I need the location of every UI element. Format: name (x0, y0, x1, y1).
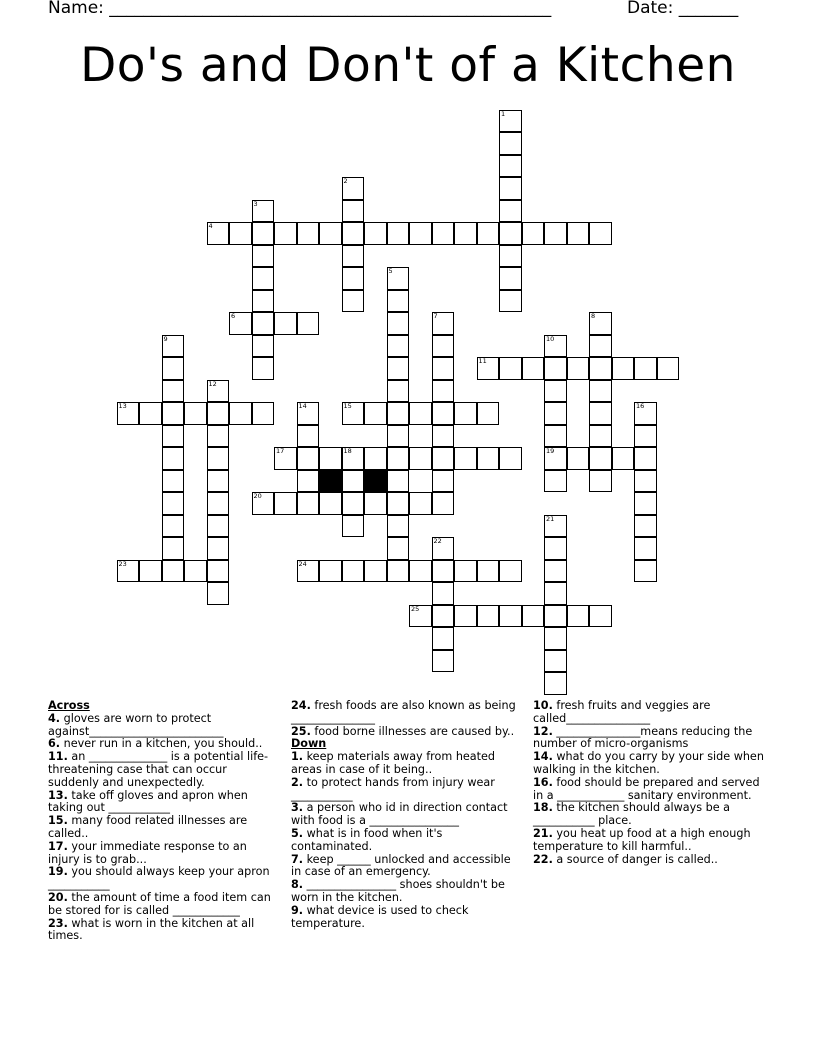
grid-cell[interactable] (432, 402, 455, 425)
clue-number: 25 (411, 604, 420, 613)
clue-number: 5. (291, 826, 304, 840)
clue (291, 700, 523, 726)
grid-cell[interactable] (634, 470, 657, 493)
clue-text: an ______________ is a potential life-threatening case that can occur suddenly and unexpectedly. (48, 750, 269, 789)
grid-cell[interactable] (499, 110, 522, 133)
grid-cell[interactable] (499, 132, 522, 155)
clue (291, 751, 523, 777)
clue (291, 828, 523, 854)
grid-cell[interactable] (499, 605, 522, 628)
grid-cell[interactable] (387, 335, 410, 358)
clue-text: food should be prepared and served in a ____________ sanitary environment. (533, 775, 760, 802)
clue-number: 17 (276, 447, 285, 455)
clue (533, 828, 768, 854)
grid-cell[interactable] (589, 357, 612, 380)
clue (48, 751, 280, 789)
grid-cell[interactable] (297, 222, 320, 245)
clue (533, 751, 768, 777)
grid-cell[interactable] (657, 357, 680, 380)
clue-number: 25. (291, 724, 311, 738)
grid-cell[interactable] (342, 290, 365, 313)
clue-text: keep ______ unlocked and accessible in case of an emergency. (291, 852, 511, 879)
clue-text: to protect hands from injury wear ___________ (291, 775, 495, 802)
grid-cell[interactable] (207, 492, 230, 515)
grid-cell[interactable] (297, 425, 320, 448)
clue-number: 3 (253, 199, 258, 208)
grid-cell[interactable] (252, 402, 275, 425)
page-title: Do's and Don't of a Kitchen (80, 38, 736, 93)
grid-cell[interactable] (274, 312, 297, 335)
grid-cell[interactable] (454, 605, 477, 628)
grid-cell[interactable] (432, 380, 455, 403)
grid-cell[interactable] (432, 560, 455, 583)
clue (533, 700, 768, 726)
grid-cell[interactable] (162, 357, 185, 380)
grid-cell[interactable] (342, 402, 365, 425)
grid-cell[interactable] (432, 627, 455, 650)
grid-cell[interactable] (162, 447, 185, 470)
grid-cell[interactable] (162, 402, 185, 425)
clue-number: 23 (118, 559, 127, 568)
name-field[interactable]: Name: ____________________________________________________ (48, 0, 552, 18)
grid-cell[interactable] (634, 447, 657, 470)
grid-cell[interactable] (544, 425, 567, 448)
grid-cell[interactable] (477, 357, 500, 380)
clue-number: 21. (533, 826, 553, 840)
clue-number: 17. (48, 839, 68, 853)
grid-cell[interactable] (409, 402, 432, 425)
grid-cell[interactable] (634, 425, 657, 448)
clue (291, 879, 523, 905)
clue-number: 6 (231, 312, 236, 320)
grid-cell[interactable] (184, 560, 207, 583)
clue-number: 24 (298, 559, 307, 568)
grid-cell[interactable] (634, 537, 657, 560)
clue-text: your immediate response to an injury is to grab... (48, 839, 247, 866)
grid-cell[interactable] (544, 650, 567, 673)
grid-cell[interactable] (454, 222, 477, 245)
clue-number: 9. (291, 903, 304, 917)
grid-cell[interactable] (544, 447, 567, 470)
clue-text: the amount of time a food item can be stored for is called ____________ (48, 890, 271, 917)
grid-cell[interactable] (387, 492, 410, 515)
grid-cell[interactable] (207, 402, 230, 425)
grid-cell[interactable] (477, 560, 500, 583)
grid-cell[interactable] (387, 357, 410, 380)
clue-number: 15. (48, 814, 68, 828)
grid-cell[interactable] (387, 402, 410, 425)
grid-cell[interactable] (364, 560, 387, 583)
grid-cell[interactable] (252, 357, 275, 380)
clue-text: you heat up food at a high enough temperature to kill harmful.. (533, 826, 751, 853)
clue-text: what is worn in the kitchen at all times. (48, 916, 255, 943)
clue-number: 22. (533, 852, 553, 866)
clue (291, 854, 523, 880)
clue (48, 713, 280, 739)
grid-cell[interactable] (499, 267, 522, 290)
grid-cell[interactable] (589, 425, 612, 448)
clue-number: 6. (48, 737, 61, 751)
clue-text: a source of danger is called.. (552, 852, 718, 866)
clue-number: 9 (163, 334, 168, 343)
down-heading: Down (291, 737, 327, 751)
clue-text: fresh fruits and veggies are called_______________ (533, 699, 711, 725)
grid-cell[interactable] (342, 515, 365, 538)
clue-number: 14 (298, 402, 307, 410)
clue-number: 21 (546, 514, 555, 523)
clue-number: 7 (433, 312, 438, 320)
across-heading: Across (48, 699, 90, 712)
grid-cell[interactable] (207, 560, 230, 583)
grid-cell[interactable] (499, 200, 522, 223)
grid-cell[interactable] (207, 447, 230, 470)
grid-cell[interactable] (544, 605, 567, 628)
grid-cell[interactable] (567, 222, 590, 245)
grid-cell[interactable] (319, 222, 342, 245)
clue-number: 13 (118, 402, 127, 410)
grid-cell[interactable] (589, 312, 612, 335)
clue (48, 918, 280, 944)
grid-cell[interactable] (252, 200, 275, 223)
grid-cell[interactable] (544, 380, 567, 403)
grid-cell[interactable] (432, 492, 455, 515)
grid-cell[interactable] (387, 470, 410, 493)
grid-cell[interactable] (589, 447, 612, 470)
grid-cell[interactable] (432, 425, 455, 448)
grid-cell[interactable] (252, 245, 275, 268)
grid-cell[interactable] (319, 492, 342, 515)
grid-cell[interactable] (252, 335, 275, 358)
grid-cell[interactable] (499, 447, 522, 470)
clue (291, 777, 523, 803)
clue-text: food borne illnesses are caused by.. (310, 724, 515, 738)
grid-cell[interactable] (207, 222, 230, 245)
grid-cell[interactable] (499, 222, 522, 245)
grid-cell[interactable] (589, 402, 612, 425)
grid-cell[interactable] (387, 222, 410, 245)
grid-cell[interactable] (612, 357, 635, 380)
grid-cell[interactable] (342, 222, 365, 245)
date-field[interactable]: Date: _______ (627, 0, 739, 18)
grid-cell[interactable] (544, 222, 567, 245)
black-square (364, 470, 387, 493)
grid-cell[interactable] (499, 155, 522, 178)
grid-cell[interactable] (342, 470, 365, 493)
grid-cell[interactable] (499, 177, 522, 200)
grid-cell[interactable] (229, 222, 252, 245)
clue-text: ________________ shoes shouldn't be worn in the kitchen. (291, 878, 505, 904)
grid-cell[interactable] (364, 447, 387, 470)
clue-number: 16 (636, 402, 645, 410)
clue-number: 3. (291, 801, 304, 815)
grid-cell[interactable] (544, 515, 567, 538)
grid-cell[interactable] (342, 492, 365, 515)
grid-cell[interactable] (387, 447, 410, 470)
grid-cell[interactable] (477, 605, 500, 628)
grid-cell[interactable] (342, 447, 365, 470)
grid-cell[interactable] (252, 222, 275, 245)
grid-cell[interactable] (432, 650, 455, 673)
clue (48, 815, 280, 841)
clue-number: 5 (388, 267, 393, 275)
grid-cell[interactable] (432, 335, 455, 358)
grid-cell[interactable] (364, 222, 387, 245)
clue-number: 1 (501, 109, 506, 118)
grid-cell[interactable] (432, 357, 455, 380)
clue-number: 23. (48, 916, 68, 930)
clue-text: what do you carry by your side when walking in the kitchen. (533, 750, 764, 776)
clue-text: what device is used to check temperature. (291, 903, 469, 930)
grid-cell[interactable] (342, 560, 365, 583)
grid-cell[interactable] (252, 492, 275, 515)
clue-number: 2. (291, 775, 304, 789)
grid-cell[interactable] (387, 290, 410, 313)
grid-cell[interactable] (589, 470, 612, 493)
clue-text: a person who id in direction contact with food is a ________________ (291, 801, 508, 828)
grid-cell[interactable] (252, 267, 275, 290)
grid-cell[interactable] (612, 447, 635, 470)
clue-number: 16. (533, 775, 553, 789)
grid-cell[interactable] (409, 222, 432, 245)
clue (48, 841, 280, 867)
grid-cell[interactable] (567, 447, 590, 470)
grid-cell[interactable] (499, 290, 522, 313)
clues-column-2 (291, 700, 523, 930)
grid-cell[interactable] (387, 312, 410, 335)
grid-cell[interactable] (162, 492, 185, 515)
clue-number: 8 (591, 312, 596, 320)
clue-number: 19. (48, 865, 68, 879)
grid-cell[interactable] (184, 402, 207, 425)
grid-cell[interactable] (567, 605, 590, 628)
grid-cell[interactable] (342, 200, 365, 223)
grid-cell[interactable] (409, 492, 432, 515)
grid-cell[interactable] (274, 222, 297, 245)
grid-cell[interactable] (589, 380, 612, 403)
grid-cell[interactable] (477, 222, 500, 245)
grid-cell[interactable] (139, 560, 162, 583)
grid-cell[interactable] (207, 470, 230, 493)
clue-text: keep materials away from heated areas in case of it being.. (291, 750, 496, 776)
clue-number: 4 (208, 222, 213, 230)
clue-text: fresh foods are also known as being _______________ (291, 699, 516, 725)
grid-cell[interactable] (387, 425, 410, 448)
grid-cell[interactable] (139, 402, 162, 425)
grid-cell[interactable] (117, 560, 140, 583)
grid-cell[interactable] (634, 560, 657, 583)
clue-number: 15 (343, 402, 352, 410)
clue (48, 866, 280, 892)
clue-text: what is in food when it's contaminated. (291, 826, 443, 853)
grid-cell[interactable] (522, 605, 545, 628)
grid-cell[interactable] (162, 425, 185, 448)
clue-number: 11. (48, 750, 68, 764)
grid-cell[interactable] (589, 605, 612, 628)
grid-cell[interactable] (634, 357, 657, 380)
grid-cell[interactable] (409, 447, 432, 470)
clue-text: never run in a kitchen, you should.. (60, 737, 263, 751)
grid-cell[interactable] (409, 605, 432, 628)
grid-cell[interactable] (477, 447, 500, 470)
clue-number: 2 (343, 177, 348, 185)
grid-cell[interactable] (207, 425, 230, 448)
grid-cell[interactable] (387, 515, 410, 538)
grid-cell[interactable] (454, 402, 477, 425)
grid-cell[interactable] (499, 357, 522, 380)
grid-cell[interactable] (162, 380, 185, 403)
clue-number: 20 (253, 492, 262, 500)
grid-cell[interactable] (432, 537, 455, 560)
grid-cell[interactable] (634, 402, 657, 425)
grid-cell[interactable] (432, 447, 455, 470)
grid-cell[interactable] (544, 402, 567, 425)
clue-number: 1. (291, 750, 304, 764)
grid-cell[interactable] (252, 312, 275, 335)
clue (533, 726, 768, 752)
grid-cell[interactable] (589, 222, 612, 245)
grid-cell[interactable] (207, 537, 230, 560)
grid-cell[interactable] (432, 605, 455, 628)
grid-cell[interactable] (364, 402, 387, 425)
grid-cell[interactable] (589, 335, 612, 358)
clue-text: many food related illnesses are called.. (48, 814, 248, 840)
grid-cell[interactable] (162, 515, 185, 538)
grid-cell[interactable] (319, 560, 342, 583)
clue-number: 18. (533, 801, 553, 815)
grid-cell[interactable] (342, 267, 365, 290)
clue-text: _______________means reducing the number of micro-organisms (533, 724, 753, 751)
grid-cell[interactable] (297, 470, 320, 493)
grid-cell[interactable] (229, 402, 252, 425)
grid-cell[interactable] (454, 447, 477, 470)
clue (291, 905, 523, 931)
grid-cell[interactable] (544, 672, 567, 695)
clue-text: you should always keep your apron ___________ (48, 865, 270, 892)
grid-cell[interactable] (522, 222, 545, 245)
grid-cell[interactable] (454, 560, 477, 583)
grid-cell[interactable] (319, 447, 342, 470)
grid-cell[interactable] (162, 470, 185, 493)
clue-number: 20. (48, 890, 68, 904)
grid-cell[interactable] (544, 627, 567, 650)
grid-cell[interactable] (387, 267, 410, 290)
grid-cell[interactable] (432, 582, 455, 605)
clue-text: take off gloves and apron when taking out ___________ (48, 788, 248, 815)
grid-cell[interactable] (297, 560, 320, 583)
grid-cell[interactable] (162, 560, 185, 583)
grid-cell[interactable] (274, 492, 297, 515)
grid-cell[interactable] (499, 245, 522, 268)
clue-text: the kitchen should always be a ___________ place. (533, 801, 731, 828)
grid-cell[interactable] (544, 560, 567, 583)
clue-number: 24. (291, 699, 311, 712)
grid-cell[interactable] (297, 312, 320, 335)
grid-cell[interactable] (297, 447, 320, 470)
grid-cell[interactable] (544, 335, 567, 358)
clue (48, 892, 280, 918)
clues-column-3 (533, 700, 768, 866)
grid-cell[interactable] (432, 312, 455, 335)
grid-cell[interactable] (544, 357, 567, 380)
clue-number: 12 (208, 379, 217, 388)
clue (533, 777, 768, 803)
grid-cell[interactable] (342, 245, 365, 268)
grid-cell[interactable] (387, 380, 410, 403)
clue-number: 19 (546, 447, 555, 455)
grid-cell[interactable] (162, 335, 185, 358)
grid-cell[interactable] (432, 222, 455, 245)
grid-cell[interactable] (117, 402, 140, 425)
clue-number: 22 (433, 537, 442, 545)
grid-cell[interactable] (162, 537, 185, 560)
grid-cell[interactable] (432, 470, 455, 493)
grid-cell[interactable] (499, 560, 522, 583)
clue (48, 790, 280, 816)
clues-column-1 (48, 700, 280, 943)
black-square (319, 470, 342, 493)
grid-cell[interactable] (567, 357, 590, 380)
clue-number: 7. (291, 852, 304, 866)
grid-cell[interactable] (364, 492, 387, 515)
grid-cell[interactable] (207, 515, 230, 538)
grid-cell[interactable] (544, 537, 567, 560)
grid-cell[interactable] (252, 290, 275, 313)
clue-number: 4. (48, 711, 61, 725)
grid-cell[interactable] (544, 582, 567, 605)
grid-cell[interactable] (297, 402, 320, 425)
clue-number: 14. (533, 750, 553, 764)
grid-cell[interactable] (387, 537, 410, 560)
grid-cell[interactable] (409, 560, 432, 583)
grid-cell[interactable] (297, 492, 320, 515)
clue (533, 854, 768, 867)
grid-cell[interactable] (477, 402, 500, 425)
grid-cell[interactable] (274, 447, 297, 470)
clue-text: gloves are worn to protect against________________________ (48, 711, 224, 738)
clue-number: 18 (343, 447, 352, 455)
grid-cell[interactable] (207, 380, 230, 403)
clue-number: 12. (533, 724, 553, 738)
clue-number: 13. (48, 788, 68, 802)
clue (533, 802, 768, 828)
clue-number: 11 (478, 357, 487, 365)
clue-number: 10. (533, 699, 553, 712)
grid-cell[interactable] (634, 515, 657, 538)
clue-number: 8. (291, 878, 304, 892)
grid-cell[interactable] (634, 492, 657, 515)
grid-cell[interactable] (522, 357, 545, 380)
grid-cell[interactable] (229, 312, 252, 335)
grid-cell[interactable] (207, 582, 230, 605)
grid-cell[interactable] (387, 560, 410, 583)
grid-cell[interactable] (544, 470, 567, 493)
clue (291, 802, 523, 828)
clue-number: 10 (546, 334, 555, 343)
grid-cell[interactable] (342, 177, 365, 200)
